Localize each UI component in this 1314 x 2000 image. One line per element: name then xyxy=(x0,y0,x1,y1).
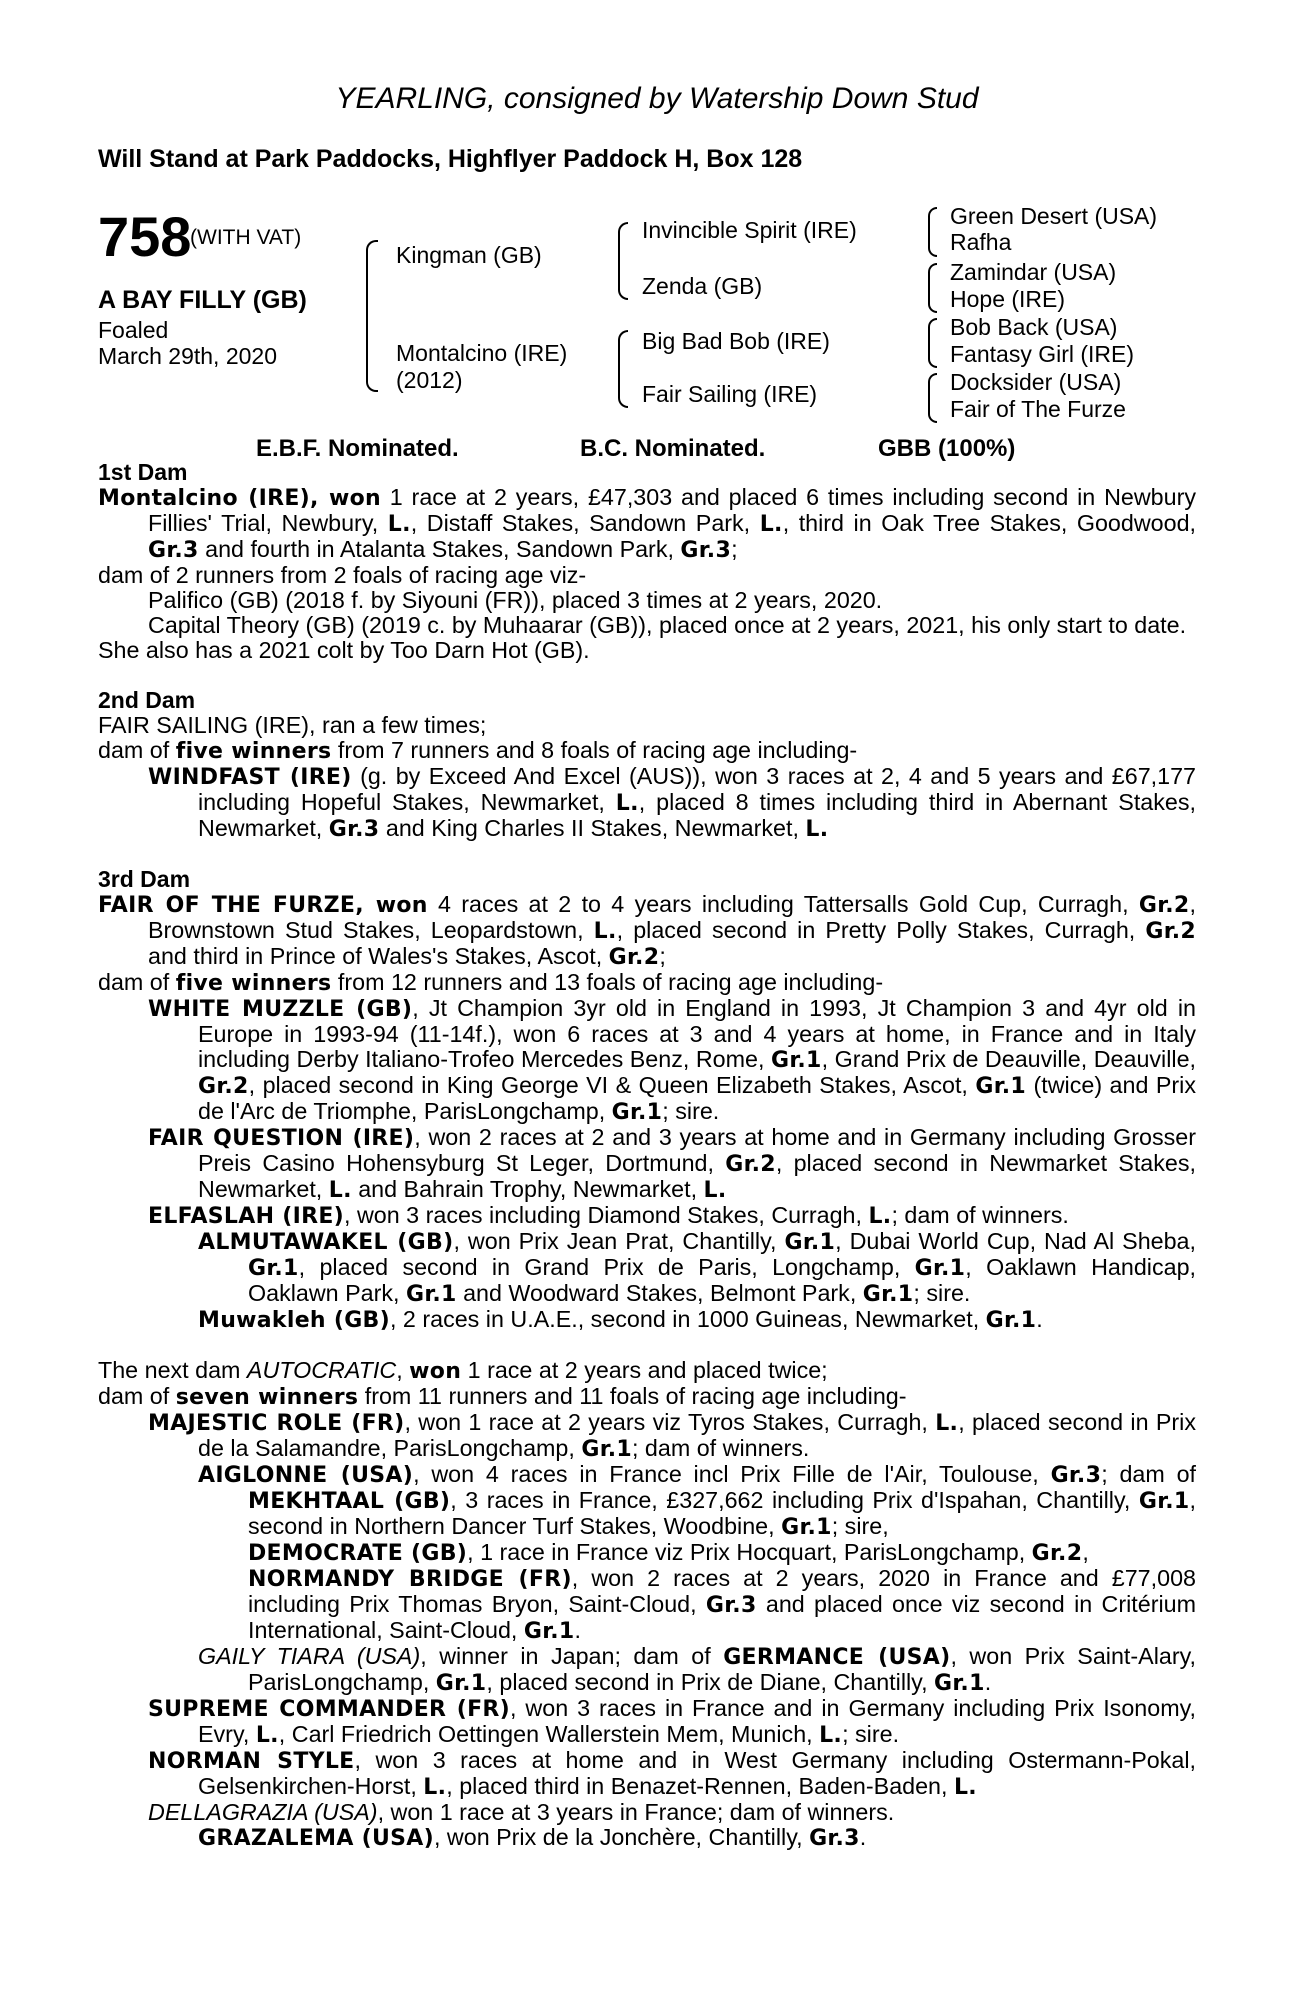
brace-dam xyxy=(618,330,628,408)
progeny-item: WHITE MUZZLE (GB), Jt Champion 3yr old in England in 1993, Jt Champion 3 and 4yr old in Europe in 1993-94 (11-14f.), won 6 races at 3 and 4 years at home, in France and in Italy including Derby Italiano-Trofeo Mercedes Benz, Rome, Gr.1, Grand Prix de Deauville, Deauville, Gr.2, placed second in King George VI & Queen Elizabeth Stakes, Ascot, Gr.1 (twice) and Prix de l'Arc de Triomphe, ParisLongchamp, Gr.1; sire. xyxy=(148,995,1197,1125)
dam-dam-dam: Fair of The Furze xyxy=(950,396,1126,422)
third-dam-heading: 3rd Dam xyxy=(98,866,191,892)
sire-sire-dam: Rafha xyxy=(950,229,1012,255)
sire: Kingman (GB) xyxy=(396,242,542,268)
lot-number: 758 xyxy=(98,205,192,268)
brace-3d xyxy=(928,373,937,423)
foaled-label: Foaled xyxy=(98,317,169,343)
catalogue-body xyxy=(98,460,1196,1851)
sire-dam: Zenda (GB) xyxy=(642,273,763,299)
brace-3a xyxy=(928,207,937,257)
progeny-item: MAJESTIC ROLE (FR), won 1 race at 2 years viz Tyros Stakes, Curragh, L., placed second in Prix de la Salamandre, ParisLongchamp, Gr.1; dam of winners. xyxy=(148,1409,1196,1462)
bc-nomination: B.C. Nominated. xyxy=(580,435,766,462)
sire-dam-dam: Hope (IRE) xyxy=(950,286,1066,312)
dam-year: (2012) xyxy=(396,367,463,393)
progeny-item: Palifico (GB) (2018 f. by Siyouni (FR)), placed 3 times at 2 years, 2020. xyxy=(148,587,883,613)
page-title: YEARLING, consigned by Watership Down Stud xyxy=(335,82,979,115)
progeny-item: WINDFAST (IRE) (g. by Exceed And Excel (AUS)), won 3 races at 2, 4 and 5 years and £67,177 including Hopeful Stakes, Newmarket, L., placed 8 times including third in Abernant Stakes, Newmarket, Gr.3 and King Charles II Stakes, Newmarket, L. xyxy=(148,763,1196,842)
gbb-rating: GBB (100%) xyxy=(878,435,1016,462)
grand-progeny-item: ALMUTAWAKEL (GB), won Prix Jean Prat, Chantilly, Gr.1, Dubai World Cup, Nad Al Sheba, Gr.1, placed second in Grand Prix de Paris, Longchamp, Gr.1, Oaklawn Handicap, Oaklawn Park, Gr.1 and Woodward Stakes, Belmont Park, Gr.1; sire. xyxy=(198,1228,1196,1307)
first-dam-record: Montalcino (IRE), won 1 race at 2 years, £47,303 and placed 6 times including second in Newbury Fillies' Trial, Newbury, L., Distaff Stakes, Sandown Park, L., third in Oak Tree Stakes, Goodwood, Gr.3 and fourth in Atalanta Stakes, Sandown Park, Gr.3; xyxy=(98,484,1197,563)
dam: Montalcino (IRE) xyxy=(396,340,568,366)
second-dam-produce-summary: dam of five winners from 7 runners and 8 foals of racing age including- xyxy=(98,737,858,764)
dam-dam: Fair Sailing (IRE) xyxy=(642,381,818,407)
sire-dam-sire: Zamindar (USA) xyxy=(950,259,1117,285)
foal-note: She also has a 2021 colt by Too Darn Hot (GB). xyxy=(98,637,590,663)
horse-description: A BAY FILLY (GB) xyxy=(98,286,307,314)
brace-3c xyxy=(928,318,937,368)
first-dam-heading: 1st Dam xyxy=(98,459,188,485)
next-dam-record: The next dam AUTOCRATIC, won 1 race at 2 years and placed twice; xyxy=(98,1357,828,1384)
dam-dam-sire: Docksider (USA) xyxy=(950,369,1122,395)
sire-sire-sire: Green Desert (USA) xyxy=(950,203,1158,229)
brace-sire xyxy=(618,222,628,300)
progeny-item: DELLAGRAZIA (USA), won 1 race at 3 years in France; dam of winners. xyxy=(148,1799,895,1825)
dam-sire-dam: Fantasy Girl (IRE) xyxy=(950,341,1135,367)
brace-gen1 xyxy=(366,240,378,392)
next-dam-produce-summary: dam of seven winners from 11 runners and 11 foals of racing age including- xyxy=(98,1383,907,1410)
progeny-item: ELFASLAH (IRE), won 3 races including Diamond Stakes, Curragh, L.; dam of winners. xyxy=(148,1202,1069,1229)
brace-3b xyxy=(928,263,937,313)
progeny-item: SUPREME COMMANDER (FR), won 3 races in France and in Germany including Prix Isonomy, Evry, L., Carl Friedrich Oettingen Wallerstein Mem, Munich, L.; sire. xyxy=(148,1695,1196,1748)
second-dam-heading: 2nd Dam xyxy=(98,687,196,713)
progeny-item: FAIR QUESTION (IRE), won 2 races at 2 and 3 years at home and in Germany including Grosser Preis Casino Hohensyburg St Leger, Dortmund, Gr.2, placed second in Newmarket Stakes, Newmarket, L. and Bahrain Trophy, Newmarket, L. xyxy=(148,1124,1196,1203)
grand-progeny-item: Muwakleh (GB), 2 races in U.A.E., second in 1000 Guineas, Newmarket, Gr.1. xyxy=(198,1306,1043,1333)
stand-location: Will Stand at Park Paddocks, Highflyer Paddock H, Box 128 xyxy=(98,145,803,173)
sire-sire: Invincible Spirit (IRE) xyxy=(642,217,857,243)
vat-note: (WITH VAT) xyxy=(190,226,302,249)
ebf-nomination: E.B.F. Nominated. xyxy=(256,435,459,462)
grand-progeny-item: GRAZALEMA (USA), won Prix de la Jonchère, Chantilly, Gr.3. xyxy=(198,1824,867,1851)
first-dam-produce-summary: dam of 2 runners from 2 foals of racing age viz- xyxy=(98,562,587,588)
third-dam-record: FAIR OF THE FURZE, won 4 races at 2 to 4 years including Tattersalls Gold Cup, Curragh, Gr.2, Brownstown Stud Stakes, Leopardstown, L., placed second in Pretty Polly Stakes, Curragh, Gr.2 and third in Prince of Wales's Stakes, Ascot, Gr.2; xyxy=(98,891,1197,970)
grand-progeny-item: GAILY TIARA (USA), winner in Japan; dam of GERMANCE (USA), won Prix Saint-Alary, ParisLongchamp, Gr.1, placed second in Prix de Diane, Chantilly, Gr.1. xyxy=(198,1643,1196,1696)
progeny-item: Capital Theory (GB) (2019 c. by Muhaarar (GB)), placed once at 2 years, 2021, his only start to date. xyxy=(148,612,1187,638)
dam-sire-sire: Bob Back (USA) xyxy=(950,314,1118,340)
second-dam-record: FAIR SAILING (IRE), ran a few times; xyxy=(98,712,487,738)
third-dam-produce-summary: dam of five winners from 12 runners and 13 foals of racing age including- xyxy=(98,969,884,996)
dam-sire: Big Bad Bob (IRE) xyxy=(642,328,830,354)
foaled-date: March 29th, 2020 xyxy=(98,343,278,369)
grand-progeny-item: AIGLONNE (USA), won 4 races in France incl Prix Fille de l'Air, Toulouse, Gr.3; dam of MEKHTAAL (GB), 3 races in France, £327,662 including Prix d'Ispahan, Chantilly, Gr.1, second in Northern Dancer Turf Stakes, Woodbine, Gr.1; sire, DEMOCRATE (GB), 1 race in France viz Prix Hocquart, ParisLongchamp, Gr.2, NORMANDY BRIDGE (FR), won 2 races at 2 years, 2020 in France and £77,008 including Prix Thomas Bryon, Saint-Cloud, Gr.3 and placed once viz second in Critérium International, Saint-Cloud, Gr.1. xyxy=(198,1461,1197,1644)
progeny-item: NORMAN STYLE, won 3 races at home and in West Germany including Ostermann-Pokal, Gelsenkirchen-Horst, L., placed third in Benazet-Rennen, Baden-Baden, L. xyxy=(148,1747,1196,1800)
